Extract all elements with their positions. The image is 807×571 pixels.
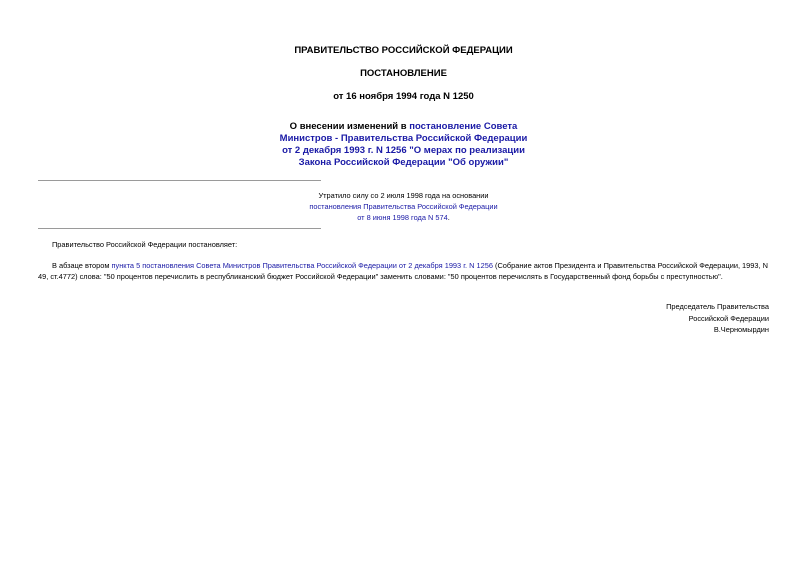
signature-country: Российской Федерации: [688, 313, 769, 323]
signature-name: В.Черномырдин: [713, 325, 769, 334]
amendment-start: В абзаце втором: [52, 261, 112, 270]
document-title: [0, 121, 807, 169]
divider-bottom: [38, 228, 321, 229]
signature-block: [666, 301, 769, 336]
title-link-part-2[interactable]: Министров - Правительства Российской Федерации: [279, 133, 528, 144]
signature-position: Председатель Правительства: [666, 302, 769, 311]
repeal-note-link-part-2[interactable]: от 8 июня 1998 года N 574: [357, 213, 448, 222]
title-link-part-1[interactable]: постановление Совета: [409, 121, 518, 132]
amendment-text: (Собрание актов Президента и Правительства Российской Федерации, 1993, N 49, ст.4772) слова: "50 процентов перечислить в республиканский бюджет Российской Федерации" заменить словами: "50 процентов перечислять в Государственный фонд борьбы с преступностью".: [38, 261, 768, 281]
divider-top: [38, 180, 321, 181]
title-link-part-3[interactable]: от 2 декабря 1993 г. N 1256 "О мерах по реализации: [282, 145, 525, 156]
government-heading: ПРАВИТЕЛЬСТВО РОССИЙСКОЙ ФЕДЕРАЦИИ: [294, 45, 513, 56]
repeal-note: [0, 190, 807, 223]
amendment-link[interactable]: пункта 5 постановления Совета Министров Правительства Российской Федерации от 2 декабря 1993 г. N 1256: [111, 261, 493, 270]
title-link-part-4[interactable]: Закона Российской Федерации "Об оружии": [298, 157, 509, 168]
repeal-note-period: .: [447, 213, 450, 222]
document-type: ПОСТАНОВЛЕНИЕ: [360, 68, 447, 79]
amendment-paragraph: [38, 260, 769, 282]
repeal-note-line: Утратило силу со 2 июля 1998 года на основании: [318, 191, 489, 200]
repeal-note-link-part-1[interactable]: постановления Правительства Российской Федерации: [309, 202, 498, 211]
intro-paragraph: Правительство Российской Федерации постановляет:: [52, 240, 238, 249]
document-date-number: от 16 ноября 1994 года N 1250: [333, 91, 474, 102]
title-prefix: О внесении изменений в: [289, 121, 410, 132]
